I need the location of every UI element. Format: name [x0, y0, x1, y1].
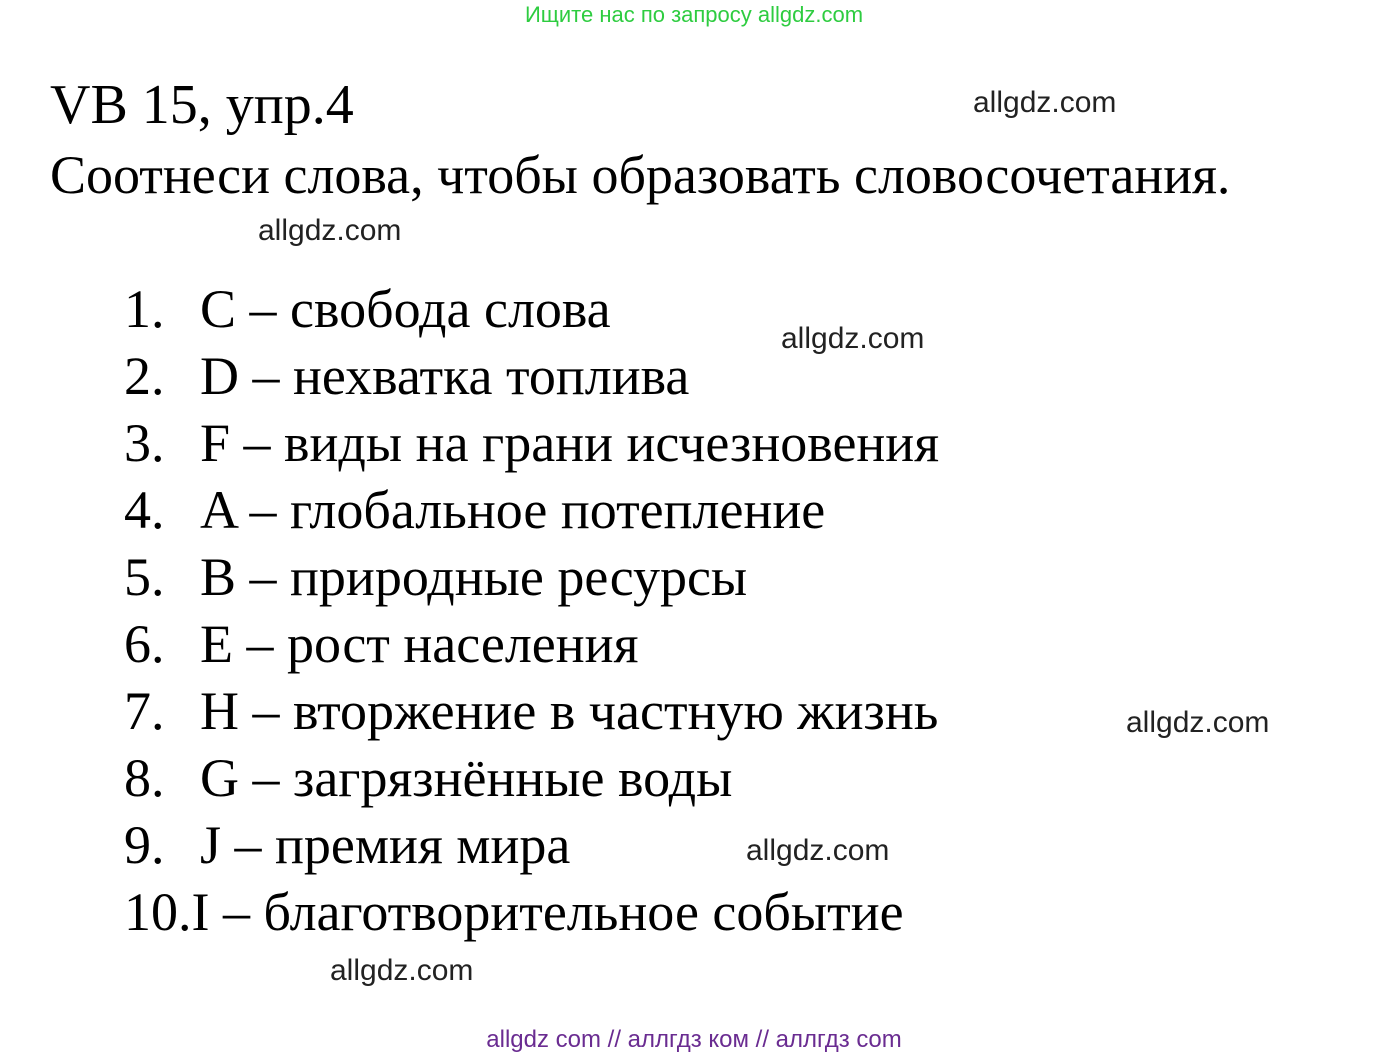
- watermark: allgdz.com: [973, 86, 1117, 119]
- item-text: C – свобода слова: [200, 279, 611, 339]
- item-text: A – глобальное потепление: [200, 480, 826, 540]
- item-number: 6.: [124, 614, 165, 674]
- item-number: 2.: [124, 346, 165, 406]
- watermark: allgdz.com: [258, 214, 402, 247]
- watermark: allgdz.com: [330, 954, 474, 987]
- item-text: D – нехватка топлива: [200, 346, 690, 406]
- item-number: 3.: [124, 413, 165, 473]
- item-number: 7.: [124, 681, 165, 741]
- item-text: G – загрязнённые воды: [200, 748, 733, 808]
- list-item: [124, 477, 939, 544]
- list-item: [124, 678, 939, 745]
- item-text: H – вторжение в частную жизнь: [200, 681, 939, 741]
- list-item: [124, 611, 939, 678]
- watermark: allgdz.com: [746, 834, 890, 867]
- item-text: F – виды на грани исчезновения: [200, 413, 940, 473]
- top-banner: Ищите нас по запросу allgdz.com: [524, 2, 864, 27]
- watermark: allgdz.com: [1126, 706, 1270, 739]
- watermark: allgdz.com: [781, 322, 925, 355]
- item-number: 9.: [124, 815, 165, 875]
- item-number: 5.: [124, 547, 165, 607]
- item-text: E – рост населения: [200, 614, 639, 674]
- item-number: 4.: [124, 480, 165, 540]
- list-item: [124, 410, 939, 477]
- item-number: 10.: [124, 882, 192, 942]
- item-text: J – премия мира: [200, 815, 571, 875]
- item-number: 1.: [124, 279, 165, 339]
- item-number: 8.: [124, 748, 165, 808]
- item-text: I – благотворительное событие: [191, 882, 904, 942]
- exercise-instruction: Соотнеси слова, чтобы образовать словосочетания.: [50, 145, 1231, 205]
- footer-watermark: allgdz com // аллгдз ком // аллгдз com: [486, 1026, 902, 1053]
- list-item: [124, 879, 939, 946]
- list-item: [124, 745, 939, 812]
- page-title: VB 15, упр.4: [50, 74, 354, 136]
- item-text: B – природные ресурсы: [200, 547, 748, 607]
- list-item: [124, 544, 939, 611]
